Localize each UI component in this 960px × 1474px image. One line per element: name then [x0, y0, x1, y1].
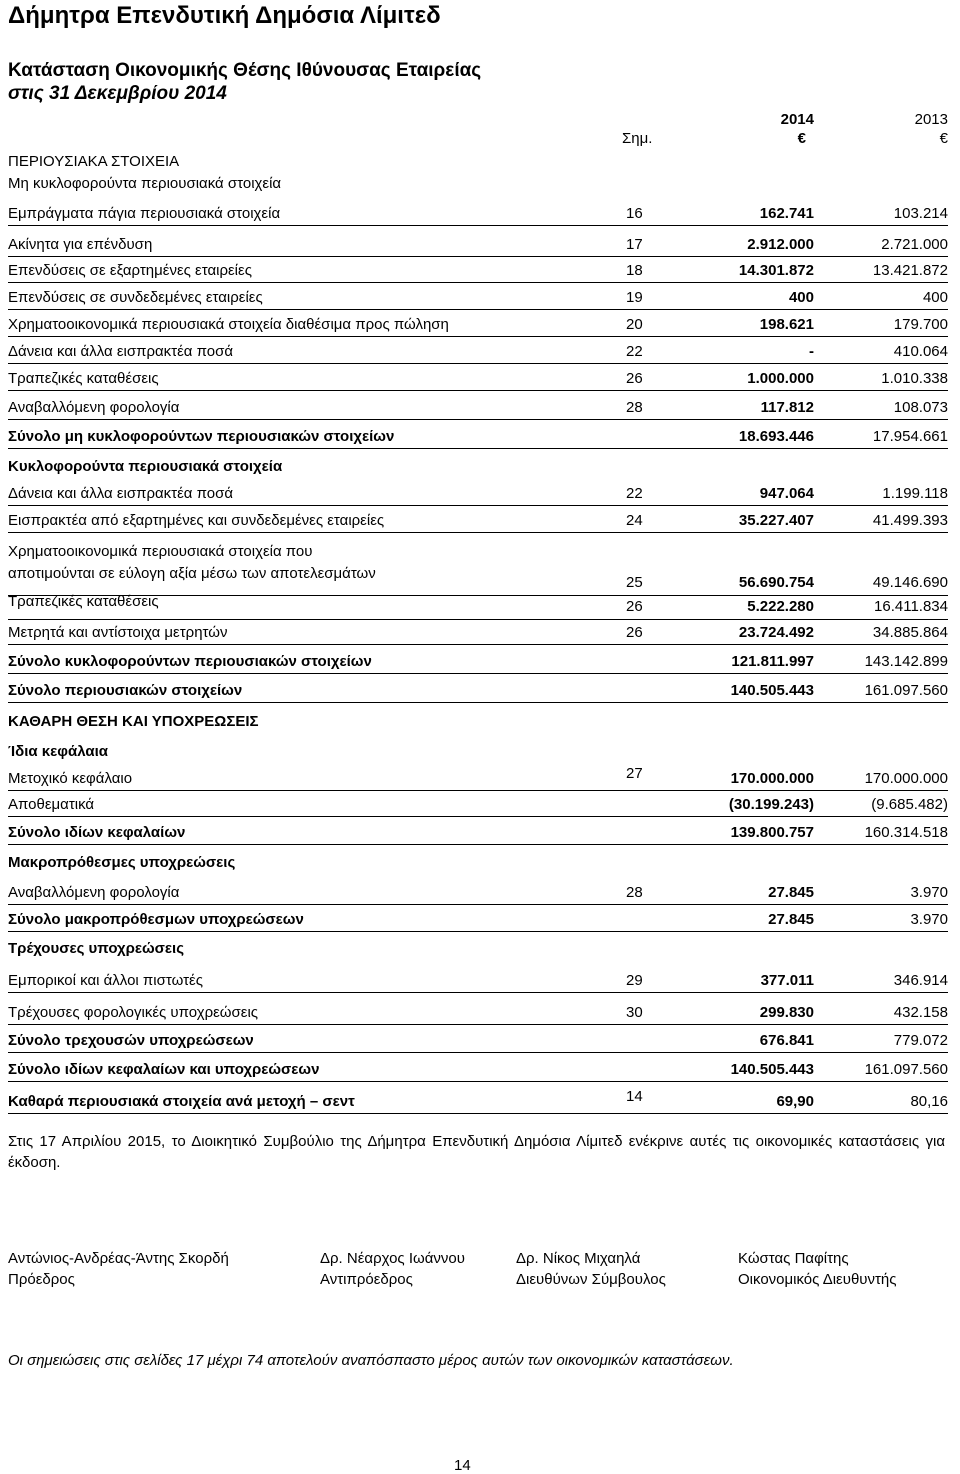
row-label: αποτιμούνται σε εύλογη αξία μέσω των αποτελεσμάτων [8, 565, 376, 582]
row-value-2014: 56.690.754 [738, 574, 814, 591]
row-value-2014: 2.912.000 [747, 236, 814, 253]
page-number: 14 [454, 1457, 471, 1474]
row-label: Ακίνητα για επένδυση [8, 236, 153, 253]
row-rule [8, 419, 948, 420]
row-value-2014: 198.621 [759, 316, 814, 333]
row-value-2013: 3.970 [910, 884, 948, 901]
table-row [0, 793, 960, 817]
row-rule [8, 790, 948, 791]
table-row [0, 851, 960, 875]
row-value-2014: 117.812 [760, 399, 814, 416]
row-note: 18 [626, 262, 643, 279]
table-row [0, 821, 960, 845]
table-row [0, 767, 960, 791]
row-value-2013: 346.914 [893, 972, 948, 989]
row-label: Μετοχικό κεφάλαιο [8, 770, 133, 787]
table-row [0, 590, 960, 614]
row-label: Εισπρακτέα από εξαρτημένες και συνδεδεμένες εταιρείες [8, 512, 385, 529]
row-note: 28 [626, 884, 643, 901]
table-row [0, 679, 960, 703]
row-note: 30 [626, 1004, 643, 1021]
signatory-role: Οικονομικός Διευθυντής [738, 1271, 897, 1288]
table-row [0, 313, 960, 337]
table-row [0, 1029, 960, 1053]
row-value-2013: 170.000.000 [864, 770, 948, 787]
row-value-2014: 400 [788, 289, 814, 306]
row-rule [8, 904, 948, 905]
row-note: 25 [626, 574, 643, 591]
row-label: Τραπεζικές καταθέσεις [8, 593, 159, 610]
row-value-2013: 161.097.560 [864, 682, 948, 699]
row-label: Τραπεζικές καταθέσεις [8, 370, 159, 387]
row-value-2013: 41.499.393 [872, 512, 948, 529]
row-rule [8, 644, 948, 645]
row-value-2013: 13.421.872 [872, 262, 948, 279]
row-label: Επενδύσεις σε συνδεδεμένες εταιρείες [8, 289, 263, 306]
row-rule [8, 532, 948, 533]
row-label: Δάνεια και άλλα εισπρακτέα ποσά [8, 343, 234, 360]
row-label: ΠΕΡΙΟΥΣΙΑΚΑ ΣΤΟΙΧΕΙΑ [8, 153, 180, 170]
row-value-2013: 400 [922, 289, 948, 306]
year-2013-header: 2013 [914, 111, 948, 128]
currency-2013-header: € [939, 130, 948, 147]
signatory-cfo [738, 1248, 897, 1290]
signatory-role: Αντιπρόεδρος [320, 1271, 413, 1288]
signatory-role: Διευθύνων Σύμβουλος [516, 1271, 666, 1288]
row-value-2014: 27.845 [768, 911, 814, 928]
table-row [0, 455, 960, 479]
row-value-2013: 103.214 [893, 205, 948, 222]
table-row [0, 233, 960, 257]
table-row [0, 1001, 960, 1025]
row-note: 26 [626, 598, 643, 615]
row-rule [8, 225, 948, 226]
row-value-2014: 140.505.443 [730, 682, 814, 699]
signatory-role: Πρόεδρος [8, 1271, 75, 1288]
signatory-chairman [8, 1248, 229, 1290]
row-value-2013: 1.199.118 [882, 485, 948, 502]
row-note: 22 [626, 343, 643, 360]
statement-title: Κατάσταση Οικονομικής Θέσης Ιθύνουσας Εταιρείας [8, 60, 482, 81]
table-row [0, 740, 960, 764]
row-rule [8, 1024, 948, 1025]
row-value-2014: 27.845 [768, 884, 814, 901]
row-note: 17 [626, 236, 643, 253]
row-value-2014: 1.000.000 [747, 370, 814, 387]
year-2014-header: 2014 [780, 111, 814, 128]
row-value-2013: 779.072 [893, 1032, 948, 1049]
table-row [0, 562, 960, 591]
row-value-2014: 947.064 [759, 485, 814, 502]
row-label: Μετρητά και αντίστοιχα μετρητών [8, 624, 228, 641]
row-value-2014: 162.741 [759, 205, 814, 222]
row-value-2013: 410.064 [893, 343, 948, 360]
row-value-2014: 121.811.997 [731, 653, 814, 670]
row-value-2014: 69,90 [776, 1093, 814, 1110]
row-value-2014: 14.301.872 [738, 262, 814, 279]
table-row [0, 937, 960, 961]
signatory-ceo [516, 1248, 666, 1290]
row-rule [8, 448, 948, 449]
statement-date: στις 31 Δεκεμβρίου 2014 [8, 83, 227, 104]
row-rule [8, 505, 948, 506]
row-rule [8, 702, 948, 703]
table-row [0, 259, 960, 283]
row-label: Κυκλοφορούντα περιουσιακά στοιχεία [8, 458, 283, 475]
row-value-2013: 2.721.000 [881, 236, 948, 253]
company-name: Δήμητρα Επενδυτική Δημόσια Λίμιτεδ [8, 2, 441, 29]
row-label: Σύνολο ιδίων κεφαλαίων [8, 824, 186, 841]
table-row [0, 425, 960, 449]
row-value-2013: 108.073 [893, 399, 948, 416]
row-label: Εμπορικοί και άλλοι πιστωτές [8, 972, 203, 989]
row-label: Χρηματοοικονομικά περιουσιακά στοιχεία που [8, 543, 313, 560]
row-value-2013: 34.885.864 [872, 624, 948, 641]
row-note: 27 [626, 765, 643, 782]
row-rule [8, 256, 948, 257]
row-value-2014: 377.011 [760, 972, 814, 989]
table-row [0, 509, 960, 533]
row-rule [8, 336, 948, 337]
row-note: 19 [626, 289, 643, 306]
row-value-2013: 432.158 [893, 1004, 948, 1021]
row-value-2014: 676.841 [759, 1032, 814, 1049]
row-value-2013: 3.970 [910, 911, 948, 928]
row-note: 26 [626, 370, 643, 387]
row-value-2014: 170.000.000 [730, 770, 814, 787]
row-label: Δάνεια και άλλα εισπρακτέα ποσά [8, 485, 234, 502]
row-value-2013: 161.097.560 [864, 1061, 948, 1078]
row-rule [8, 363, 948, 364]
table-row [0, 367, 960, 391]
row-rule [8, 282, 948, 283]
table-row [0, 1090, 960, 1114]
table-row [0, 881, 960, 905]
row-value-2013: 179.700 [893, 316, 948, 333]
row-note: 26 [626, 624, 643, 641]
row-rule [8, 844, 948, 845]
row-value-2014: 140.505.443 [730, 1061, 814, 1078]
table-row [0, 621, 960, 645]
row-label: Ίδια κεφάλαια [8, 743, 108, 760]
row-value-2014: 18.693.446 [738, 428, 814, 445]
row-label: Μακροπρόθεσμες υποχρεώσεις [8, 854, 236, 871]
row-value-2014: 299.830 [759, 1004, 814, 1021]
approval-paragraph: Στις 17 Απριλίου 2015, το Διοικητικό Συμβούλιο της Δήμητρα Επενδυτική Δημόσια Λίμιτεδ ενέκρινε αυτές τις οικονομικές καταστάσεις για έκδοση. [8, 1133, 945, 1171]
table-row [0, 396, 960, 420]
table-row [0, 650, 960, 674]
row-rule [8, 816, 948, 817]
row-label: Αποθεματικά [8, 796, 95, 813]
table-row [0, 482, 960, 506]
row-label: Μη κυκλοφορούντα περιουσιακά στοιχεία [8, 175, 282, 192]
row-note: 14 [626, 1088, 643, 1105]
row-note: 16 [626, 205, 643, 222]
row-label: Σύνολο μακροπρόθεσμων υποχρεώσεων [8, 911, 304, 928]
signatory-name: Δρ. Νίκος Μιχαηλά [516, 1250, 641, 1267]
row-label: Καθαρά περιουσιακά στοιχεία ανά μετοχή – σεντ [8, 1093, 355, 1110]
row-label: Τρέχουσες φορολογικές υποχρεώσεις [8, 1004, 259, 1021]
row-rule [8, 619, 948, 620]
row-value-2014: 139.800.757 [730, 824, 814, 841]
row-label: Εμπράγματα πάγια περιουσιακά στοιχεία [8, 205, 281, 222]
row-label: Σύνολο περιουσιακών στοιχείων [8, 682, 243, 699]
row-rule [8, 931, 948, 932]
row-rule [8, 1081, 948, 1082]
table-row [0, 710, 960, 734]
row-value-2013: 80,16 [910, 1093, 948, 1110]
row-value-2013: 143.142.899 [864, 653, 948, 670]
row-note: 20 [626, 316, 643, 333]
row-label: Αναβαλλόμενη φορολογία [8, 884, 180, 901]
table-row [0, 908, 960, 932]
signatory-name: Κώστας Παφίτης [738, 1250, 849, 1267]
notes-footnote: Οι σημειώσεις στις σελίδες 17 μέχρι 74 αποτελούν αναπόσπαστο μέρος αυτών των οικονομικών καταστάσεων. [8, 1352, 734, 1369]
table-row [0, 340, 960, 364]
row-label: Τρέχουσες υποχρεώσεις [8, 940, 185, 957]
row-value-2013: (9.685.482) [871, 796, 948, 813]
row-value-2013: 49.146.690 [872, 574, 948, 591]
row-note: 28 [626, 399, 643, 416]
row-label: Σύνολο κυκλοφορούντων περιουσιακών στοιχείων [8, 653, 372, 670]
row-rule [8, 309, 948, 310]
row-rule [8, 673, 948, 674]
row-label: Σύνολο τρεχουσών υποχρεώσεων [8, 1032, 254, 1049]
row-value-2014: - [809, 343, 814, 360]
row-note: 29 [626, 972, 643, 989]
row-value-2013: 1.010.338 [881, 370, 948, 387]
row-note: 24 [626, 512, 643, 529]
table-row [0, 172, 960, 196]
row-rule [8, 992, 948, 993]
table-row [0, 286, 960, 310]
note-column-header: Σημ. [622, 130, 653, 147]
table-row [0, 150, 960, 174]
row-label: ΚΑΘΑΡΗ ΘΕΣΗ ΚΑΙ ΥΠΟΧΡΕΩΣΕΙΣ [8, 713, 259, 730]
row-rule [8, 1113, 948, 1114]
row-label: Χρηματοοικονομικά περιουσιακά στοιχεία διαθέσιμα προς πώληση [8, 316, 449, 333]
currency-2014-header: € [797, 130, 806, 147]
row-rule [8, 1052, 948, 1053]
row-value-2013: 16.411.834 [874, 598, 948, 615]
table-row [0, 1058, 960, 1082]
row-rule [8, 390, 948, 391]
row-label: Σύνολο μη κυκλοφορούντων περιουσιακών στοιχείων [8, 428, 395, 445]
table-row [0, 202, 960, 226]
table-row [0, 969, 960, 993]
signatory-vice-chairman [320, 1248, 465, 1290]
table-row [0, 540, 960, 564]
row-label: Σύνολο ιδίων κεφαλαίων και υποχρεώσεων [8, 1061, 320, 1078]
row-value-2014: 23.724.492 [738, 624, 814, 641]
row-value-2014: 35.227.407 [738, 512, 814, 529]
signatory-name: Δρ. Νέαρχος Ιωάννου [320, 1250, 465, 1267]
row-note: 22 [626, 485, 643, 502]
row-value-2014: 5.222.280 [747, 598, 814, 615]
row-value-2013: 160.314.518 [864, 824, 948, 841]
row-value-2013: 17.954.661 [872, 428, 948, 445]
signatory-name: Αντώνιος-Ανδρέας-Άντης Σκορδή [8, 1250, 229, 1267]
row-label: Επενδύσεις σε εξαρτημένες εταιρείες [8, 262, 252, 279]
row-value-2014: (30.199.243) [728, 796, 814, 813]
row-label: Αναβαλλόμενη φορολογία [8, 399, 180, 416]
